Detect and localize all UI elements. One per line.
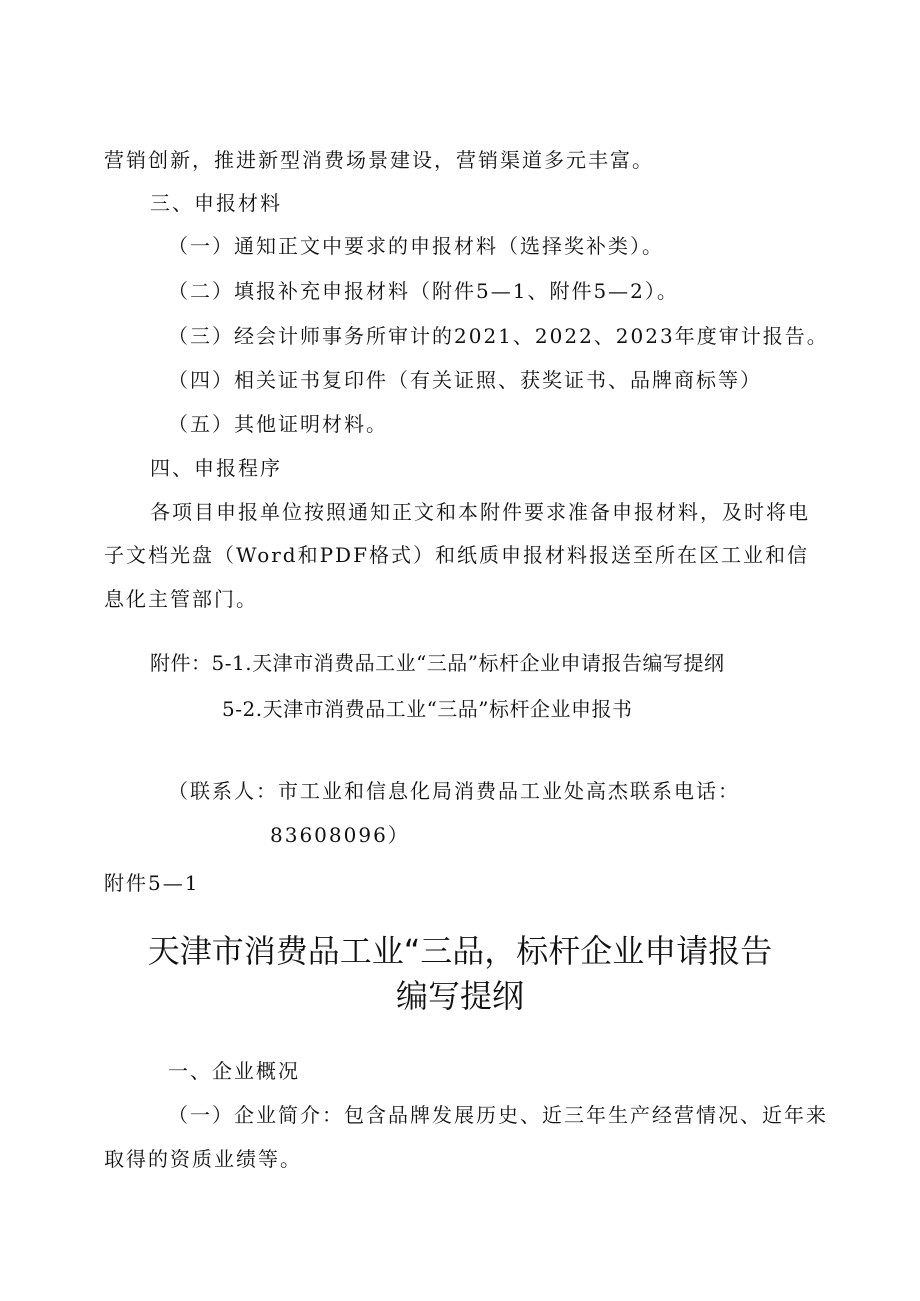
appendix-title-line-2: 编写提纲 <box>395 977 524 1015</box>
appendix-item-1-line-2: 取得的资质业绩等。 <box>104 1147 302 1171</box>
procedure-line-2: 子文档光盘（Word和PDF格式）和纸质申报材料报送至所在区工业和信 <box>104 543 809 567</box>
procedure-line-3: 息化主管部门。 <box>104 587 258 611</box>
procedure-line-1: 各项目申报单位按照通知正文和本附件要求准备申报材料，及时将电 <box>150 500 810 524</box>
materials-item-2: （二）填报补充申报材料（附件5—1、附件5—2）。 <box>168 279 679 303</box>
appendix-title-line-1: 天津市消费品工业“三品，标杆企业申请报告 <box>147 932 773 970</box>
attachment-line-2: 5-2.天津市消费品工业“三品”标杆企业申报书 <box>222 697 633 721</box>
materials-heading: 三、申报材料 <box>150 191 282 215</box>
materials-item-4: （四）相关证书复印件（有关证照、获奖证书、品牌商标等） <box>168 368 762 392</box>
materials-item-5: （五）其他证明材料。 <box>168 412 388 436</box>
materials-item-1: （一）通知正文中要求的申报材料（选择奖补类）。 <box>168 234 664 258</box>
procedure-heading: 四、申报程序 <box>150 456 282 480</box>
contact-line-2: 83608096） <box>270 823 410 847</box>
intro-continuation: 营销创新，推进新型消费场景建设，营销渠道多元丰富。 <box>104 148 654 172</box>
attachment-line-1: 附件：5-1.天津市消费品工业“三品”标杆企业申请报告编写提纲 <box>150 651 725 675</box>
appendix-section-1-heading: 一、企业概况 <box>168 1059 300 1083</box>
materials-item-3: （三）经会计师事务所审计的2021、2022、2023年度审计报告。 <box>168 324 829 348</box>
appendix-label: 附件5—1 <box>104 871 200 895</box>
appendix-item-1-line-1: （一）企业简介：包含品牌发展历史、近三年生产经营情况、近年来 <box>168 1103 828 1127</box>
contact-line-1: （联系人：市工业和信息化局消费品工业处高杰联系电话： <box>168 779 740 803</box>
